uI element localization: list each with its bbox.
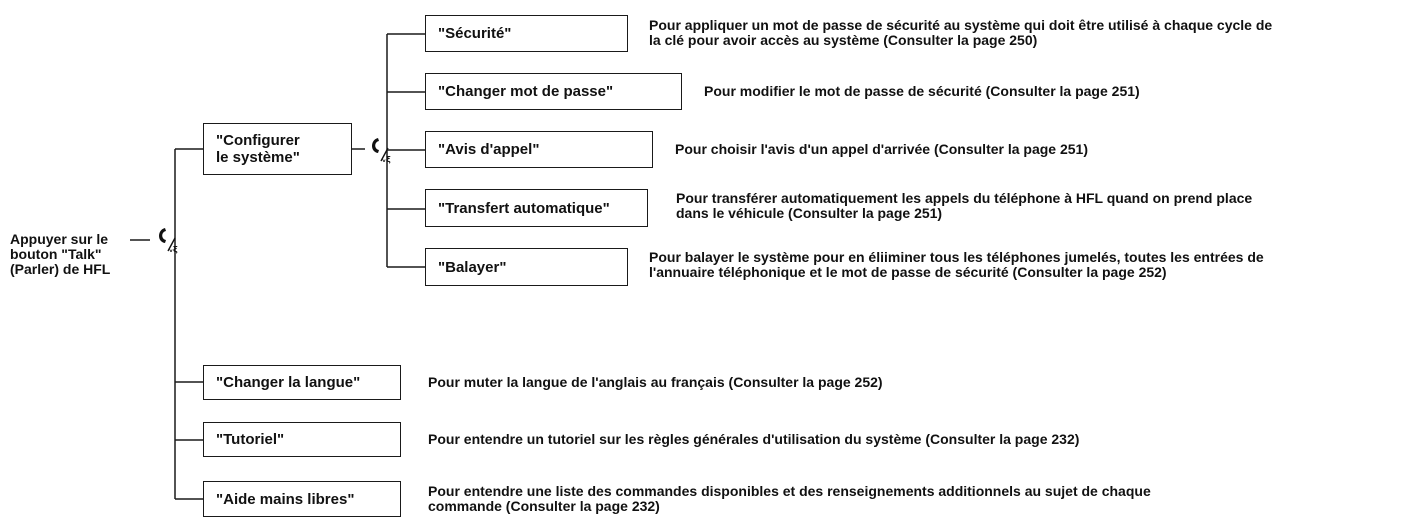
svg-text:ᵥξ: ᵥξ <box>382 155 391 164</box>
talk-button-icon <box>366 134 396 164</box>
svg-text:ᵥξ: ᵥξ <box>169 245 178 254</box>
root-label: Appuyer sur le bouton "Talk" (Parler) de HFL <box>10 231 111 277</box>
call-notice-description: Pour choisir l'avis d'un appel d'arrivée (Consulter la page 251) <box>675 141 1088 157</box>
hands-free-help-box: "Aide mains libres" <box>203 481 401 517</box>
tutorial-box: "Tutoriel" <box>203 422 401 457</box>
hands-free-help-description: Pour entendre une liste des commandes disponibles et des renseignements additionnels au sujet de chaque commande (Consulter la page 232) <box>428 483 1151 514</box>
change-language-description: Pour muter la langue de l'anglais au français (Consulter la page 252) <box>428 374 883 390</box>
call-notice-box: "Avis d'appel" <box>425 131 653 168</box>
tutorial-description: Pour entendre un tutoriel sur les règles générales d'utilisation du système (Consulter la page 232) <box>428 431 1080 447</box>
change-language-box: "Changer la langue" <box>203 365 401 400</box>
change-password-description: Pour modifier le mot de passe de sécurité (Consulter la page 251) <box>704 83 1140 99</box>
talk-button-icon <box>153 224 183 254</box>
change-password-box: "Changer mot de passe" <box>425 73 682 110</box>
clear-box: "Balayer" <box>425 248 628 286</box>
clear-description: Pour balayer le système pour en éliiminer tous les téléphones jumelés, toutes les entrées de l'annuaire téléphonique et le mot de passe de sécurité (Consulter la page 252) <box>649 249 1264 280</box>
security-description: Pour appliquer un mot de passe de sécurité au système qui doit être utilisé à chaque cycle de la clé pour avoir accès au système (Consulter la page 250) <box>649 17 1273 48</box>
security-box: "Sécurité" <box>425 15 628 52</box>
configure-system-box: "Configurer le système" <box>203 123 352 175</box>
auto-transfer-box: "Transfert automatique" <box>425 189 648 227</box>
auto-transfer-description: Pour transférer automatiquement les appels du téléphone à HFL quand on prend place dans le véhicule (Consulter la page 251) <box>676 190 1253 221</box>
